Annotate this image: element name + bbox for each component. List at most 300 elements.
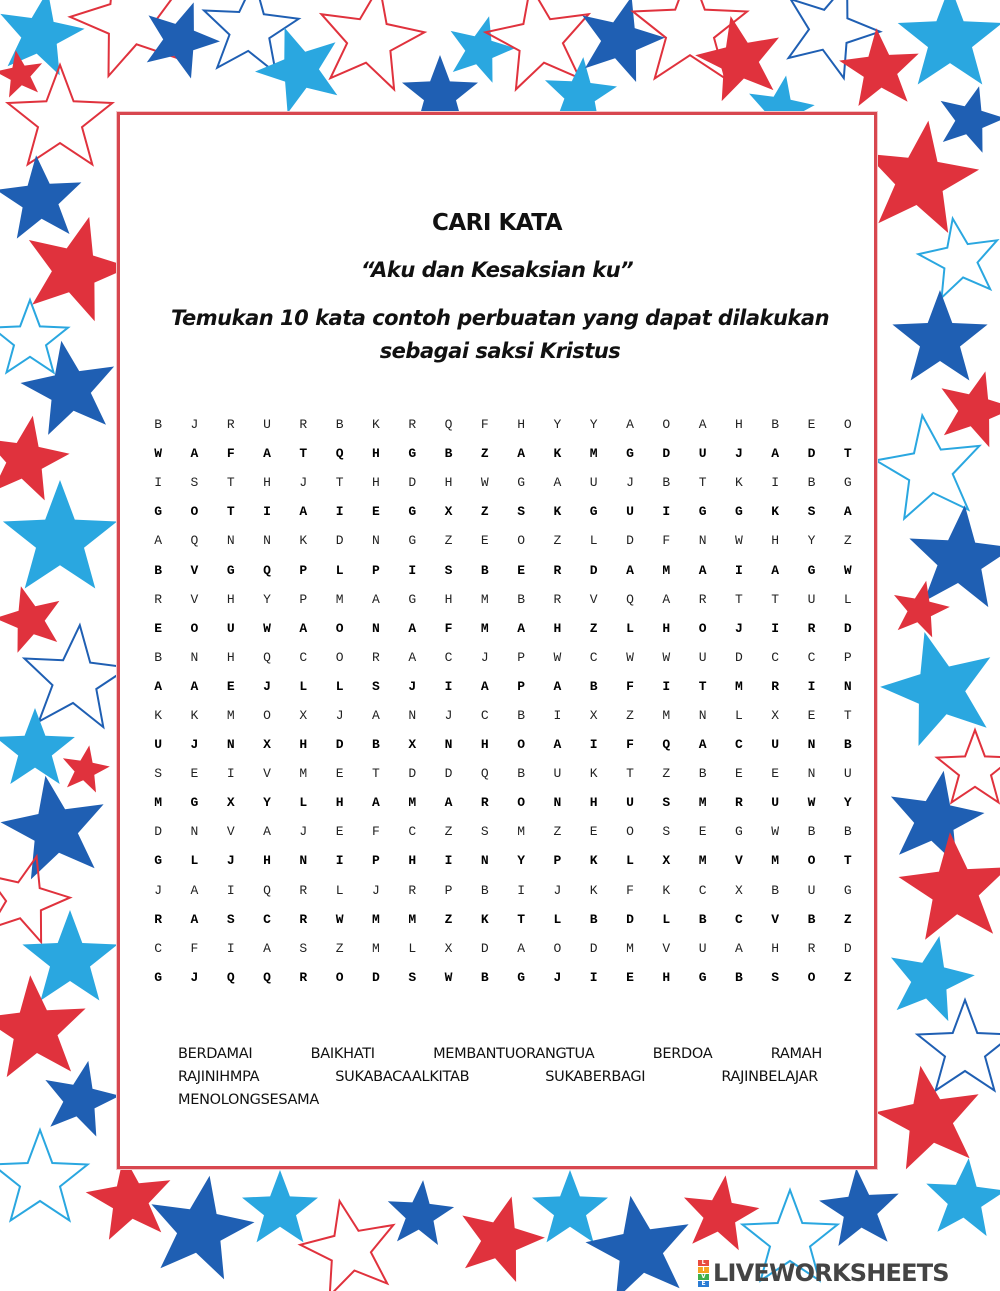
grid-letter: I <box>335 853 344 869</box>
grid-letter: X <box>589 707 598 723</box>
grid-letter: T <box>698 475 707 491</box>
grid-letter: I <box>771 475 780 491</box>
grid-letter: S <box>517 504 526 520</box>
grid-letter: A <box>444 795 453 811</box>
grid-letter: J <box>226 853 235 869</box>
grid-letter: D <box>626 911 634 927</box>
grid-letter: M <box>698 795 707 811</box>
grid-letter: M <box>408 911 417 927</box>
grid-letter: Z <box>626 707 634 723</box>
grid-letter: S <box>444 562 453 578</box>
grid-letter: G <box>698 504 707 520</box>
grid-letter: I <box>589 737 598 753</box>
grid-letter: G <box>154 853 163 869</box>
grid-letter: J <box>626 475 634 491</box>
grid-letter: W <box>154 446 163 462</box>
grid-letter: H <box>299 737 308 753</box>
grid-letter: V <box>589 591 598 607</box>
grid-letter: E <box>734 766 743 782</box>
decorative-star <box>29 217 130 321</box>
grid-letter: P <box>372 853 380 869</box>
grid-letter: L <box>299 678 308 694</box>
grid-letter: H <box>771 940 780 956</box>
grid-letter: C <box>154 940 163 956</box>
grid-letter: J <box>190 969 199 985</box>
grid-letter: S <box>372 678 380 694</box>
decorative-star <box>21 341 115 435</box>
grid-letter: N <box>444 737 453 753</box>
grid-letter: R <box>698 591 707 607</box>
grid-letter: Q <box>226 969 235 985</box>
decorative-star <box>255 28 337 114</box>
grid-letter: E <box>589 824 598 840</box>
grid-letter: W <box>662 649 671 665</box>
grid-letter: W <box>771 824 780 840</box>
grid-letter: J <box>299 824 308 840</box>
grid-letter: U <box>263 417 271 433</box>
decorative-star <box>0 1130 88 1221</box>
grid-letter: Z <box>553 533 562 549</box>
grid-letter: F <box>626 737 634 753</box>
grid-letter: M <box>480 620 489 636</box>
grid-letter: U <box>843 766 852 782</box>
grid-letter: M <box>734 678 743 694</box>
decorative-star <box>24 625 128 727</box>
grid-letter: J <box>335 707 344 723</box>
liveworksheets-logo <box>698 1258 949 1288</box>
grid-letter: I <box>335 504 344 520</box>
decorative-star <box>1 776 104 880</box>
grid-letter: W <box>480 475 489 491</box>
grid-letter: T <box>771 591 780 607</box>
grid-letter: N <box>408 707 417 723</box>
decorative-star <box>880 632 990 746</box>
grid-letter: G <box>154 504 163 520</box>
grid-letter: A <box>517 446 526 462</box>
grid-letter: Q <box>263 969 271 985</box>
grid-letter: B <box>698 911 707 927</box>
grid-letter: O <box>553 940 562 956</box>
grid-letter: L <box>734 707 743 723</box>
grid-letter: N <box>480 853 489 869</box>
grid-letter: G <box>843 475 852 491</box>
grid-letter: O <box>843 417 852 433</box>
grid-letter: R <box>299 969 308 985</box>
grid-letter: D <box>408 766 417 782</box>
grid-letter: B <box>843 737 852 753</box>
grid-letter: C <box>698 882 707 898</box>
grid-letter: K <box>771 504 780 520</box>
decorative-star <box>0 0 84 75</box>
grid-letter: D <box>335 737 344 753</box>
grid-letter: A <box>517 620 526 636</box>
grid-letter: H <box>771 533 780 549</box>
grid-letter: G <box>190 795 199 811</box>
grid-letter: R <box>771 678 780 694</box>
grid-letter: N <box>553 795 562 811</box>
grid-letter: B <box>807 475 816 491</box>
grid-letter: B <box>154 417 163 433</box>
grid-letter: A <box>553 475 562 491</box>
grid-letter: M <box>662 707 671 723</box>
grid-letter: P <box>372 562 380 578</box>
grid-letter: L <box>662 911 671 927</box>
grid-letter: J <box>154 882 163 898</box>
grid-letter: K <box>589 853 598 869</box>
grid-letter: N <box>372 620 380 636</box>
grid-letter: S <box>662 824 671 840</box>
grid-letter: K <box>589 766 598 782</box>
grid-letter: O <box>626 824 634 840</box>
grid-letter: D <box>154 824 163 840</box>
grid-letter: O <box>263 707 271 723</box>
decorative-star <box>926 1158 1000 1236</box>
decorative-star <box>532 1170 608 1242</box>
instruction-text: Temukan 10 kata contoh perbuatan yang dapat dilakukan sebagai saksi Kristus <box>170 306 830 363</box>
grid-letter: X <box>734 882 743 898</box>
decorative-star <box>0 155 81 238</box>
grid-letter: V <box>190 562 199 578</box>
grid-letter: I <box>444 678 453 694</box>
grid-letter: A <box>734 940 743 956</box>
grid-letter: U <box>698 649 707 665</box>
page-title: CARI KATA <box>432 210 562 236</box>
grid-letter: O <box>190 620 199 636</box>
grid-letter: O <box>335 969 344 985</box>
grid-letter: L <box>335 562 344 578</box>
grid-letter: B <box>698 766 707 782</box>
grid-letter: S <box>299 940 308 956</box>
grid-letter: C <box>771 649 780 665</box>
grid-letter: B <box>807 911 816 927</box>
grid-letter: Z <box>480 504 489 520</box>
decorative-star <box>300 1201 393 1291</box>
grid-letter: A <box>190 678 199 694</box>
grid-letter: C <box>734 737 743 753</box>
decorative-star <box>582 0 665 82</box>
grid-letter: L <box>335 882 344 898</box>
grid-letter: A <box>698 562 707 578</box>
grid-letter: Q <box>444 417 453 433</box>
grid-letter: T <box>372 766 380 782</box>
grid-letter: K <box>662 882 671 898</box>
grid-letter: U <box>589 475 598 491</box>
grid-letter: V <box>771 911 780 927</box>
grid-letter: J <box>372 882 380 898</box>
grid-letter: I <box>771 620 780 636</box>
grid-letter: G <box>517 969 526 985</box>
grid-letter: W <box>335 911 344 927</box>
grid-letter: B <box>771 417 780 433</box>
grid-letter: U <box>626 795 634 811</box>
grid-letter: T <box>734 591 743 607</box>
grid-letter: L <box>299 795 308 811</box>
grid-letter: G <box>734 824 743 840</box>
decorative-star <box>866 121 979 233</box>
grid-letter: Y <box>263 591 271 607</box>
grid-letter: B <box>372 737 380 753</box>
decorative-star <box>942 371 1000 447</box>
grid-letter: M <box>698 853 707 869</box>
grid-letter: H <box>444 475 453 491</box>
decorative-star <box>876 416 980 519</box>
grid-letter: A <box>480 678 489 694</box>
grid-letter: I <box>444 853 453 869</box>
grid-letter: E <box>154 620 163 636</box>
grid-letter: B <box>843 824 852 840</box>
grid-letter: G <box>226 562 235 578</box>
grid-letter: L <box>626 620 634 636</box>
decorative-star <box>876 1066 979 1170</box>
grid-letter: F <box>626 678 634 694</box>
grid-letter: F <box>226 446 235 462</box>
word-bank-item: MENOLONGSESAMA <box>178 1092 319 1108</box>
decorative-star <box>0 708 75 784</box>
grid-letter: Y <box>553 417 562 433</box>
grid-letter: B <box>480 562 489 578</box>
grid-letter: Z <box>662 766 671 782</box>
grid-letter: O <box>807 969 816 985</box>
grid-letter: F <box>662 533 671 549</box>
grid-letter: Y <box>517 853 526 869</box>
grid-letter: X <box>771 707 780 723</box>
grid-letter: D <box>480 940 489 956</box>
grid-letter: J <box>408 678 417 694</box>
grid-letter: K <box>589 882 598 898</box>
decorative-star <box>321 0 424 89</box>
grid-letter: I <box>517 882 526 898</box>
grid-letter: F <box>190 940 199 956</box>
decorative-star <box>891 771 985 865</box>
grid-letter: B <box>771 882 780 898</box>
grid-letter: P <box>517 678 526 694</box>
grid-letter: S <box>190 475 199 491</box>
grid-letter: S <box>480 824 489 840</box>
grid-letter: B <box>517 707 526 723</box>
grid-letter: B <box>480 969 489 985</box>
grid-letter: H <box>335 795 344 811</box>
grid-letter: M <box>335 591 344 607</box>
grid-letter: T <box>626 766 634 782</box>
grid-letter: H <box>263 853 271 869</box>
grid-letter: A <box>408 620 417 636</box>
grid-letter: R <box>553 591 562 607</box>
grid-letter: D <box>843 620 852 636</box>
grid-letter: Z <box>843 533 852 549</box>
grid-letter: K <box>480 911 489 927</box>
grid-letter: U <box>807 591 816 607</box>
decorative-star <box>941 86 1000 153</box>
grid-letter: A <box>372 795 380 811</box>
grid-letter: E <box>335 766 344 782</box>
grid-letter: R <box>299 417 308 433</box>
grid-letter: Q <box>263 562 271 578</box>
grid-letter: K <box>299 533 308 549</box>
grid-letter: B <box>444 446 453 462</box>
grid-letter: D <box>807 446 816 462</box>
grid-letter: U <box>154 737 163 753</box>
grid-letter: D <box>589 940 598 956</box>
grid-letter: A <box>190 911 199 927</box>
grid-letter: K <box>553 446 562 462</box>
grid-letter: E <box>771 766 780 782</box>
grid-letter: I <box>589 969 598 985</box>
grid-letter: Z <box>843 969 852 985</box>
grid-letter: R <box>299 911 308 927</box>
grid-letter: Z <box>335 940 344 956</box>
grid-letter: U <box>698 940 707 956</box>
grid-letter: Y <box>589 417 598 433</box>
grid-letter: N <box>299 853 308 869</box>
grid-letter: R <box>299 882 308 898</box>
grid-letter: A <box>517 940 526 956</box>
grid-letter: U <box>807 882 816 898</box>
grid-letter: L <box>408 940 417 956</box>
grid-letter: M <box>226 707 235 723</box>
grid-letter: T <box>226 475 235 491</box>
grid-letter: A <box>771 562 780 578</box>
grid-letter: A <box>190 446 199 462</box>
grid-letter: C <box>408 824 417 840</box>
grid-letter: J <box>553 882 562 898</box>
decorative-star <box>462 1197 545 1283</box>
word-bank-item: MEMBANTUORANGTUA <box>433 1046 595 1062</box>
grid-letter: Z <box>480 446 489 462</box>
grid-letter: U <box>226 620 235 636</box>
grid-letter: B <box>807 824 816 840</box>
grid-letter: X <box>408 737 417 753</box>
grid-letter: K <box>372 417 380 433</box>
grid-letter: J <box>190 417 199 433</box>
grid-letter: N <box>698 707 707 723</box>
decorative-star <box>684 1175 759 1250</box>
grid-letter: J <box>734 446 743 462</box>
grid-letter: D <box>843 940 852 956</box>
grid-letter: E <box>480 533 489 549</box>
grid-letter: M <box>626 940 634 956</box>
grid-letter: A <box>662 591 671 607</box>
grid-letter: I <box>807 678 816 694</box>
grid-letter: H <box>480 737 489 753</box>
grid-letter: B <box>589 911 598 927</box>
logo-block: V <box>698 1274 709 1280</box>
grid-letter: X <box>444 504 453 520</box>
grid-letter: M <box>662 562 671 578</box>
grid-letter: B <box>517 766 526 782</box>
grid-letter: A <box>190 882 199 898</box>
grid-letter: N <box>190 649 199 665</box>
grid-letter: A <box>263 940 271 956</box>
grid-letter: H <box>372 446 380 462</box>
grid-letter: M <box>589 446 598 462</box>
grid-letter: P <box>299 591 308 607</box>
grid-letter: V <box>734 853 743 869</box>
grid-letter: C <box>299 649 308 665</box>
grid-letter: K <box>734 475 743 491</box>
decorative-star <box>45 1061 119 1137</box>
grid-letter: O <box>335 649 344 665</box>
decorative-star <box>839 28 919 106</box>
grid-letter: A <box>698 417 707 433</box>
grid-letter: X <box>444 940 453 956</box>
grid-letter: Z <box>444 533 453 549</box>
grid-letter: H <box>263 475 271 491</box>
grid-letter: R <box>807 940 816 956</box>
grid-letter: B <box>734 969 743 985</box>
grid-letter: J <box>444 707 453 723</box>
grid-letter: U <box>771 795 780 811</box>
grid-letter: H <box>662 969 671 985</box>
grid-letter: L <box>190 853 199 869</box>
grid-letter: D <box>734 649 743 665</box>
decorative-star <box>892 290 987 381</box>
grid-letter: F <box>444 620 453 636</box>
grid-letter: L <box>626 853 634 869</box>
grid-letter: V <box>263 766 271 782</box>
grid-letter: D <box>626 533 634 549</box>
grid-letter: J <box>480 649 489 665</box>
grid-letter: H <box>444 591 453 607</box>
grid-letter: S <box>154 766 163 782</box>
word-search-grid <box>140 410 865 992</box>
grid-letter: O <box>517 737 526 753</box>
word-bank-item: SUKABACAALKITAB <box>335 1069 470 1085</box>
word-bank-item: RAJINBELAJAR <box>721 1069 818 1085</box>
grid-letter: Q <box>263 649 271 665</box>
grid-letter: G <box>408 533 417 549</box>
grid-letter: M <box>517 824 526 840</box>
worksheet-frame <box>117 112 877 1169</box>
grid-letter: H <box>226 591 235 607</box>
grid-letter: B <box>662 475 671 491</box>
grid-letter: S <box>807 504 816 520</box>
grid-letter: O <box>807 853 816 869</box>
grid-letter: T <box>843 446 852 462</box>
grid-letter: G <box>517 475 526 491</box>
grid-letter: R <box>408 882 417 898</box>
grid-letter: D <box>372 969 380 985</box>
decorative-star <box>451 16 515 83</box>
decorative-star <box>3 480 117 589</box>
grid-letter: N <box>263 533 271 549</box>
decorative-star <box>0 975 86 1077</box>
grid-letter: T <box>843 853 852 869</box>
grid-letter: Q <box>626 591 634 607</box>
grid-letter: P <box>299 562 308 578</box>
grid-letter: J <box>299 475 308 491</box>
grid-letter: S <box>408 969 417 985</box>
grid-letter: O <box>335 620 344 636</box>
grid-letter: A <box>154 678 163 694</box>
grid-letter: H <box>553 620 562 636</box>
grid-letter: I <box>408 562 417 578</box>
grid-letter: Q <box>662 737 671 753</box>
decorative-star <box>0 586 59 653</box>
grid-letter: K <box>553 504 562 520</box>
grid-letter: F <box>480 417 489 433</box>
grid-letter: A <box>771 446 780 462</box>
grid-letter: Y <box>263 795 271 811</box>
grid-letter: U <box>626 504 634 520</box>
grid-letter: V <box>226 824 235 840</box>
grid-letter: G <box>408 446 417 462</box>
grid-letter: E <box>372 504 380 520</box>
grid-letter: H <box>372 475 380 491</box>
grid-letter: R <box>154 911 163 927</box>
grid-letter: D <box>444 766 453 782</box>
logo-block: E <box>698 1281 709 1287</box>
decorative-star <box>898 0 1000 85</box>
